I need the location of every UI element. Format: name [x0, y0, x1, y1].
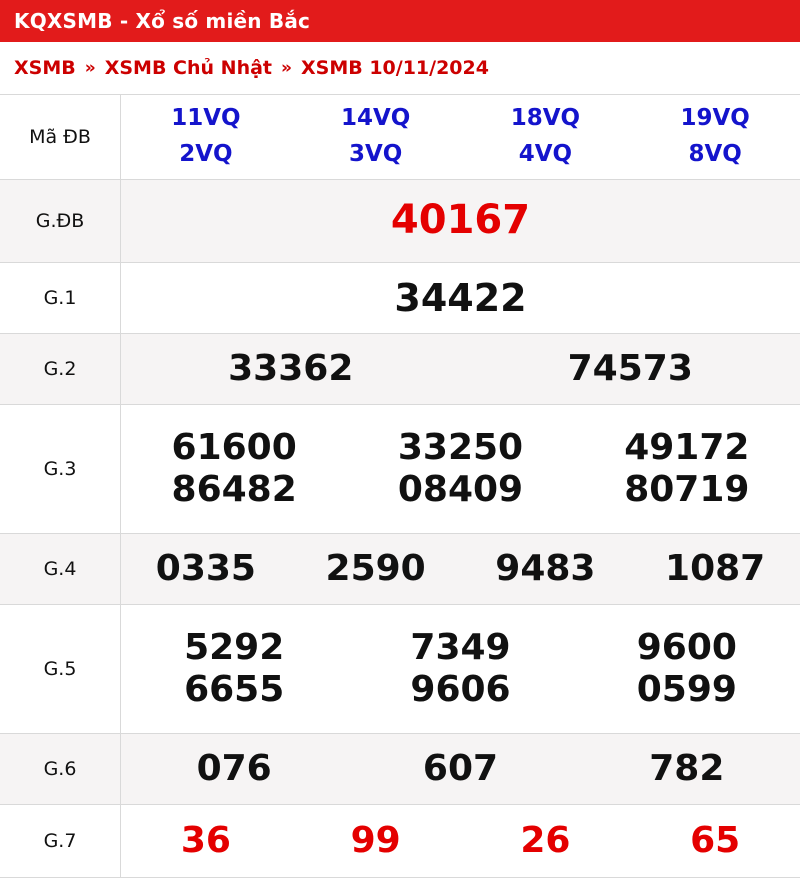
table-row-g5	[0, 605, 800, 734]
result-number: 74573	[461, 348, 800, 390]
result-number: 26	[461, 820, 631, 862]
value-line	[121, 101, 800, 137]
result-number: 18VQ	[461, 101, 631, 137]
value-line	[121, 197, 800, 244]
result-number: 0599	[574, 669, 800, 711]
result-number: 0335	[121, 548, 291, 590]
result-number: 36	[121, 820, 291, 862]
breadcrumb-item-date[interactable]: XSMB 10/11/2024	[301, 57, 489, 79]
result-number: 9600	[574, 627, 800, 669]
row-label: G.ĐB	[0, 180, 121, 263]
result-number: 65	[630, 820, 800, 862]
table-row-g1	[0, 263, 800, 334]
result-number: 08409	[347, 469, 573, 511]
result-number: 8VQ	[630, 137, 800, 173]
result-number: 80719	[574, 469, 800, 511]
page-title: KQXSMB - Xổ số miền Bắc	[14, 9, 310, 33]
value-line	[121, 427, 800, 469]
row-values-g3	[121, 405, 800, 534]
page-header	[0, 0, 800, 42]
breadcrumb-item-xsmb[interactable]: XSMB	[14, 57, 76, 79]
row-values-ma-db	[121, 95, 800, 180]
lottery-results-table	[0, 94, 800, 878]
row-label: G.6	[0, 734, 121, 805]
row-label: G.5	[0, 605, 121, 734]
value-line	[121, 627, 800, 669]
row-values-g2	[121, 334, 800, 405]
result-number-special: 40167	[121, 197, 800, 244]
result-number: 9483	[461, 548, 631, 590]
value-line	[121, 669, 800, 711]
table-row-ma-db	[0, 95, 800, 180]
result-number: 9606	[347, 669, 573, 711]
value-line	[121, 276, 800, 321]
result-number: 6655	[121, 669, 347, 711]
value-line	[121, 820, 800, 862]
table-row-g-db	[0, 180, 800, 263]
row-values-g4	[121, 534, 800, 605]
row-label: G.1	[0, 263, 121, 334]
row-values-g-db	[121, 180, 800, 263]
result-number: 19VQ	[630, 101, 800, 137]
result-number: 782	[574, 748, 800, 790]
result-number: 61600	[121, 427, 347, 469]
result-number: 33250	[347, 427, 573, 469]
result-number: 99	[291, 820, 461, 862]
result-number: 607	[347, 748, 573, 790]
table-row-g2	[0, 334, 800, 405]
row-values-g1	[121, 263, 800, 334]
result-number: 11VQ	[121, 101, 291, 137]
result-number: 5292	[121, 627, 347, 669]
result-number: 33362	[121, 348, 461, 390]
row-values-g6	[121, 734, 800, 805]
row-label: G.4	[0, 534, 121, 605]
value-line	[121, 469, 800, 511]
result-number: 1087	[630, 548, 800, 590]
row-label: G.2	[0, 334, 121, 405]
value-line	[121, 348, 800, 390]
result-number: 49172	[574, 427, 800, 469]
row-label: G.7	[0, 805, 121, 878]
breadcrumb-separator: »	[281, 58, 292, 78]
breadcrumb	[0, 42, 800, 94]
result-number: 7349	[347, 627, 573, 669]
row-values-g5	[121, 605, 800, 734]
breadcrumb-item-weekday[interactable]: XSMB Chủ Nhật	[105, 57, 272, 79]
value-line	[121, 137, 800, 173]
row-label: Mã ĐB	[0, 95, 121, 180]
result-number: 86482	[121, 469, 347, 511]
result-number: 34422	[121, 276, 800, 321]
result-number: 076	[121, 748, 347, 790]
table-row-g4	[0, 534, 800, 605]
breadcrumb-separator: »	[85, 58, 96, 78]
result-number: 2VQ	[121, 137, 291, 173]
table-row-g6	[0, 734, 800, 805]
result-number: 4VQ	[461, 137, 631, 173]
value-line	[121, 748, 800, 790]
value-line	[121, 548, 800, 590]
result-number: 14VQ	[291, 101, 461, 137]
table-row-g3	[0, 405, 800, 534]
row-label: G.3	[0, 405, 121, 534]
result-number: 3VQ	[291, 137, 461, 173]
result-number: 2590	[291, 548, 461, 590]
